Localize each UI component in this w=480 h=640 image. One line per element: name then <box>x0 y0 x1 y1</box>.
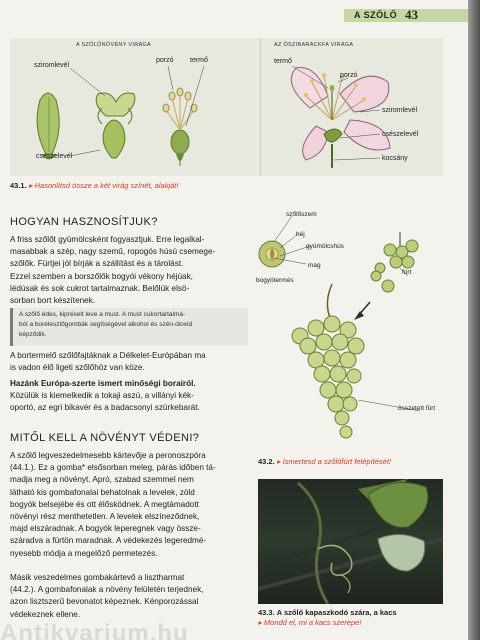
caption-text: Ismertesd a szőlőfürt felépítését! <box>282 457 392 466</box>
label-cseszeleve-grape: csészelevél <box>36 153 73 160</box>
line: (44.1.). Ez a gomba* elsősorban meleg, párás időben tá- <box>10 463 216 473</box>
peach-flower-illustration <box>291 68 390 168</box>
note-box <box>10 308 248 346</box>
paragraph-wines <box>10 378 246 415</box>
figure-caption-43-2: 43.2. ▸ Ismertesd a szőlőfürt felépítését! <box>258 457 392 466</box>
label-szoloszem: szőlőszem <box>286 211 317 218</box>
line: növényi rész menthetetlen. A levelek elszíneződnek, <box>10 512 200 522</box>
line: Ezzel szemben a borszőlők bogyói vékony héjúak, <box>10 271 193 281</box>
line: oportó, az egri bikavér és a badacsonyi szürkebarát. <box>10 403 200 413</box>
heading-vedeni: MITŐL KELL A NÖVÉNYT VÉDENI? <box>10 432 200 444</box>
label-gyumolcshus: gyümölcshús <box>306 243 344 250</box>
line: A friss szőlőt gyümölcsként fogyasztjuk. Erre legalkal- <box>10 235 205 244</box>
note-line: ból a borélesztőgombák segítségével alkohol és szén-dioxid <box>19 321 193 328</box>
paragraph-lisztharmat <box>10 572 246 621</box>
line: Közülük is kiemelkedik a tokaji aszú, a villányi kék- <box>10 391 194 401</box>
watermark: Antikvarium.hu <box>0 620 189 640</box>
line: azon lisztszerű bevonatot képeznek. Kénporozással <box>10 597 199 607</box>
line: védekeznek ellene. <box>10 609 81 619</box>
tendril-photo-shapes <box>258 479 443 604</box>
caption-number: 43.3. <box>258 608 275 617</box>
note-line: képződik. <box>19 331 47 338</box>
line: lédúsak és sok cukrot tartalmaznak. Belőlük elsö- <box>10 283 190 293</box>
line: is vadon élő ligeti szőlőhöz van köze. <box>10 363 145 373</box>
caption-question: Mondd el, mi a kacs szerepe! <box>263 618 362 627</box>
bold-line: Hazánk Európa-szerte ismert minőségi borairól. <box>10 379 196 388</box>
label-kocsany-peach: kocsány <box>382 155 408 162</box>
label-csesze-peach: csészelevél <box>382 131 419 138</box>
line: A bortermelő szőlőfajtáknak a Délkelet-Európában ma <box>10 351 206 360</box>
heading-hasznositjuk: HOGYAN HASZNOSÍTJUK? <box>10 216 158 228</box>
label-sziromlevel-grape: sziromlevél <box>34 62 70 69</box>
line: bogyók belsejébe és ott élősködnek. A megtámadott <box>10 499 199 509</box>
line: masabbak a szép, nagy szemű, ropogós húsú csemege- <box>10 247 216 257</box>
page-number: 43 <box>405 7 418 22</box>
book-spine <box>468 0 480 640</box>
line: sorban bort készítenek. <box>10 296 96 306</box>
grape-cluster <box>292 316 364 438</box>
label-termo-grape: termő <box>190 57 208 64</box>
label-osszetett-furt: összetett fürt <box>398 405 436 412</box>
tendril-photo <box>258 479 443 604</box>
line: szőlők. Fürtjei jól bírják a szállítást és a tárolást. <box>10 259 184 269</box>
figure-caption-43-1: 43.1. ▸ Hasonlítsd össze a két virág színét, alakját! <box>10 181 179 190</box>
label-porzo-peach: porzó <box>340 72 358 79</box>
paragraph-uses <box>10 234 246 307</box>
line: nyesebb módja a megelőző permetezés. <box>10 548 158 558</box>
figure-flowers <box>10 38 443 176</box>
label-bogyotermes: bogyótermés <box>256 277 294 284</box>
line: A szőlő legveszedelmesebb kártevője a peronoszpóra <box>10 451 206 460</box>
figure-caption-43-3: 43.3. A szőlő kapaszkodó szára, a kacs ▸ Mondd el, mi a kacs szerepe! <box>258 608 397 627</box>
caption-text: Hasonlítsd össze a két virág színét, alakját! <box>34 181 179 190</box>
line: látható kis gombafonalai behatolnak a levelek, zöld <box>10 487 195 497</box>
paragraph-peronoszpora <box>10 450 246 560</box>
page-header <box>0 0 468 26</box>
grape-flower-open-illustration <box>163 88 197 166</box>
line: majd elszáradnak. A bogyók leperegnek vagy össze- <box>10 524 201 534</box>
caption-number: 43.2. <box>258 457 275 466</box>
note-line: A szőlő édes, kipréselt leve a must. A must cukortartalmá- <box>19 311 186 318</box>
grape-flower-opening-illustration <box>96 93 135 158</box>
line: madja meg a növényt. Apró, szabad szemmel nem <box>10 475 194 485</box>
line: (44.2.). A gombafonalak a növény felületén terjednek, <box>10 585 204 595</box>
grape-bud-illustration <box>37 93 59 159</box>
label-mag: mag <box>308 262 321 269</box>
label-termo-peach: termő <box>274 58 292 65</box>
flower-illustrations <box>10 38 443 176</box>
label-sziromlevel-peach: sziromlevél <box>382 107 418 114</box>
caption-number: 43.1. <box>10 181 27 190</box>
grape-bunch-illustration <box>250 206 450 456</box>
line: Másik veszedelmes gombakártevő a lisztharmat <box>10 573 185 582</box>
label-furt: fürt <box>402 269 412 276</box>
grape-flower-title: A SZŐLŐNÖVÉNY VIRÁGA <box>76 42 151 48</box>
paragraph-origin <box>10 350 246 374</box>
section-title: A SZŐLŐ <box>354 10 398 20</box>
caption-text: A szőlő kapaszkodó szára, a kacs <box>276 608 397 617</box>
peach-flower-title: AZ ŐSZIBARACKFA VIRÁGA <box>274 42 354 48</box>
label-hej: héj <box>296 231 305 238</box>
label-porzo-grape: porzó <box>156 57 174 64</box>
line: száradva a fürtön maradnak. A védekezés legeredmé- <box>10 536 207 546</box>
